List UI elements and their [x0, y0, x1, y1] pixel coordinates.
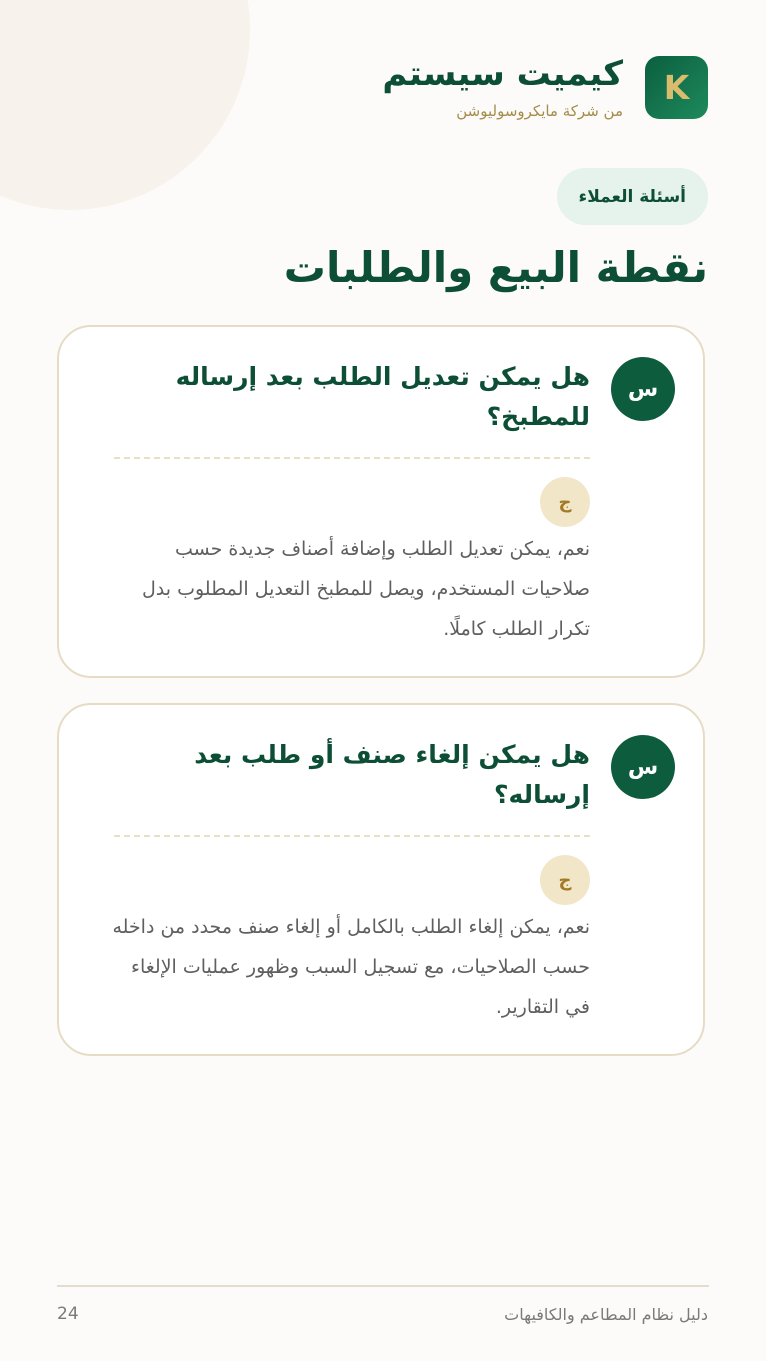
faq-question: هل يمكن إلغاء صنف أو طلب بعد إرساله؟ — [194, 740, 590, 809]
question-marker: س — [611, 735, 675, 799]
footer-divider — [57, 1285, 709, 1287]
page-number: 24 — [57, 1304, 79, 1324]
section-badge-label: أسئلة العملاء — [578, 186, 686, 207]
faq-question: هل يمكن تعديل الطلب بعد إرساله للمطبخ؟ — [175, 362, 590, 431]
dashed-divider — [114, 457, 590, 459]
page-title: نقطة البيع والطلبات — [283, 243, 708, 292]
brand-logo — [645, 56, 708, 119]
question-marker: س — [611, 357, 675, 421]
decorative-circle — [0, 0, 250, 210]
brand-subtitle: من شركة مايكروسوليوشن — [456, 102, 623, 120]
brand-text — [382, 55, 623, 120]
brand-name: كيميت سيستم — [382, 54, 623, 94]
dashed-divider — [114, 835, 590, 837]
footer-label: دليل نظام المطاعم والكافيهات — [504, 1305, 708, 1324]
faq-card — [57, 703, 705, 1056]
answer-marker: ج — [540, 477, 590, 527]
answer-marker: ج — [540, 855, 590, 905]
section-badge — [557, 168, 708, 225]
faq-card — [57, 325, 705, 678]
faq-answer: نعم، يمكن إلغاء الطلب بالكامل أو إلغاء صنف محدد من داخله حسب الصلاحيات، مع تسجيل السبب وظهور عمليات الإلغاء في التقارير. — [112, 916, 590, 1018]
brand-header — [382, 55, 708, 120]
faq-answer: نعم، يمكن تعديل الطلب وإضافة أصناف جديدة حسب صلاحيات المستخدم، ويصل للمطبخ التعديل المطلوب بدل تكرار الطلب كاملًا. — [141, 538, 590, 640]
logo-letter: K — [663, 68, 690, 107]
